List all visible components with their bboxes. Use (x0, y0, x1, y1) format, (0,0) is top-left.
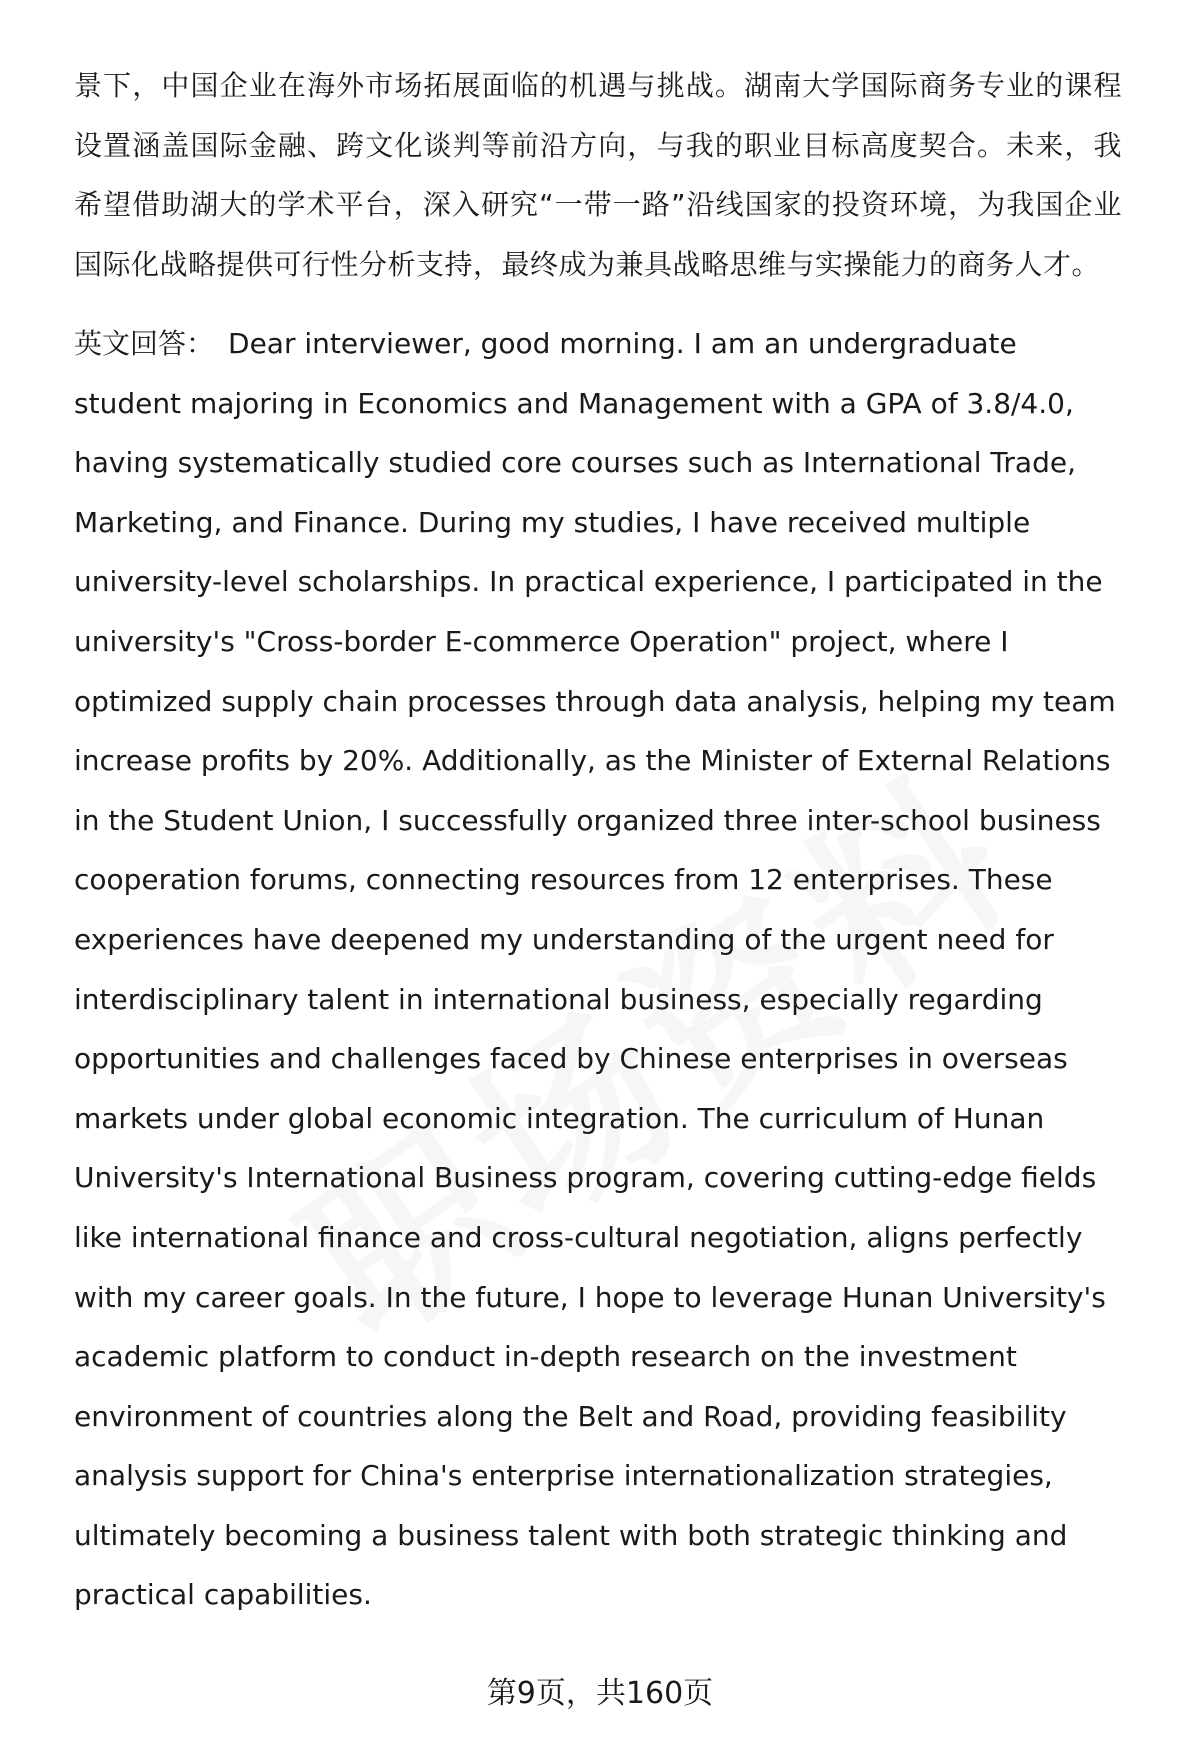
english-answer-label: 英文回答： (74, 327, 215, 360)
english-answer-paragraph (74, 314, 1122, 1625)
page-number-footer: 第9页，共160页 (486, 1676, 714, 1711)
english-answer-text: Dear interviewer, good morning. I am an undergraduate student majoring in Economics and Management with a GPA of 3.8/4.0, having systematically studied core courses such as International Trade, Marketing, and Finance. During my studies, I have received multiple university-level scholarships. In practical experience, I participated in the university's "Cross-border E-commerce Operation" project, where I optimized supply chain processes through data analysis, helping my team increase profits by 20%. Additionally, as the Minister of External Relations in the Student Union, I successfully organized three inter-school business cooperation forums, connecting resources from 12 enterprises. These experiences have deepened my understanding of the urgent need for interdisciplinary talent in international business, especially regarding opportunities and challenges faced by Chinese enterprises in overseas markets under global economic integration. The curriculum of Hunan University's International Business program, covering cutting-edge fields like international finance and cross-cultural negotiation, aligns perfectly with my career goals. In the future, I hope to leverage Hunan University's academic platform to conduct in-depth research on the investment environment of countries along the Belt and Road, providing feasibility analysis support for China's enterprise internationalization strategies, ultimately becoming a business talent with both strategic thinking and practical capabilities. (74, 327, 1116, 1612)
chinese-paragraph: 景下，中国企业在海外市场拓展面临的机遇与挑战。湖南大学国际商务专业的课程设置涵盖国际金融、跨文化谈判等前沿方向，与我的职业目标高度契合。未来，我希望借助湖大的学术平台，深入研究“一带一路”沿线国家的投资环境，为我国企业国际化战略提供可行性分析支持，最终成为兼具战略思维与实操能力的商务人才。 (74, 69, 1122, 281)
